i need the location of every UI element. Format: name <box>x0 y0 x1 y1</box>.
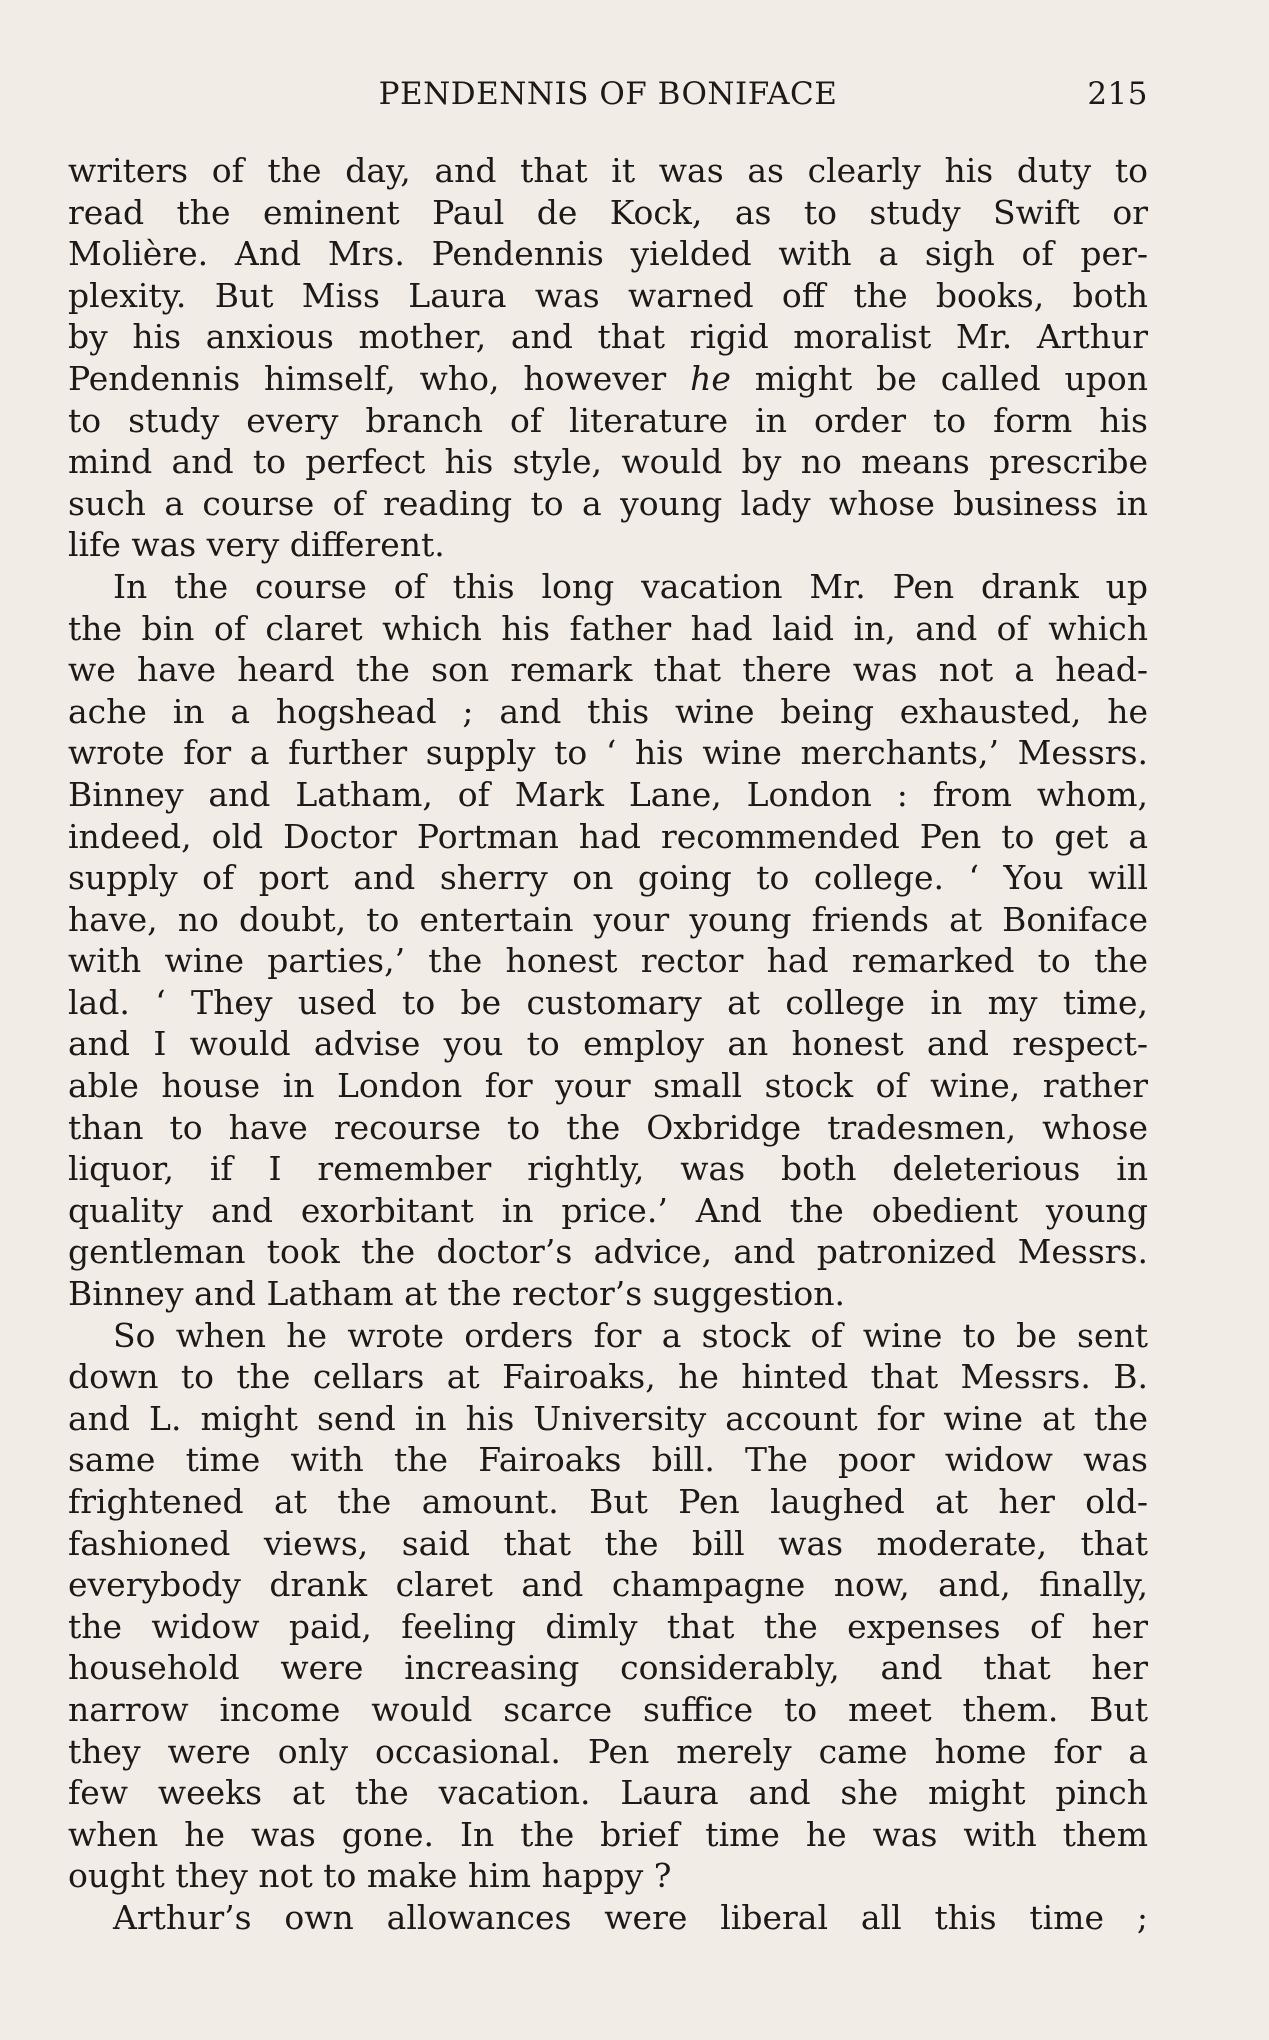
paragraph-first-line: So when he wrote orders for a stock of wine to be sent <box>113 1315 1148 1355</box>
text-line: life was very different. <box>68 525 445 565</box>
text-line: have, no doubt, to entertain your young friends at Boniface <box>68 899 1148 939</box>
text-line: to study every branch of literature in order to form his <box>68 400 1148 440</box>
text-line: by his anxious mother, and that rigid moralist Mr. Arthur <box>68 317 1148 357</box>
text-line: able house in London for your small stock of wine, rather <box>68 1066 1148 1106</box>
text-line: wrote for a further supply to ‘ his wine merchants,’ Messrs. <box>68 733 1148 773</box>
text-line: ache in a hogshead ; and this wine being exhausted, he <box>68 691 1148 731</box>
text-line: with wine parties,’ the honest rector had remarked to the <box>68 941 1148 981</box>
text-line: Pendennis himself, who, however he might be called upon <box>68 358 1148 398</box>
text-line: liquor, if I remember rightly, was both deleterious in <box>68 1149 1148 1189</box>
text-line: indeed, old Doctor Portman had recommended Pen to get a <box>68 816 1148 856</box>
text-line: such a course of reading to a young lady whose business in <box>68 483 1148 523</box>
text-line: Molière. And Mrs. Pendennis yielded with a sigh of per- <box>68 234 1148 274</box>
paragraph-first-line: In the course of this long vacation Mr. Pen drank up <box>113 566 1148 606</box>
running-title: PENDENNIS OF BONIFACE <box>378 76 838 112</box>
paragraph-first-line: Arthur’s own allowances were liberal all this time ; <box>113 1897 1148 1937</box>
running-head <box>68 76 1148 120</box>
page-number: 215 <box>1087 76 1148 112</box>
text-line: narrow income would scarce suffice to meet them. But <box>68 1689 1148 1729</box>
text-line: supply of port and sherry on going to college. ‘ You will <box>68 858 1148 898</box>
text-line: fashioned views, said that the bill was moderate, that <box>68 1523 1148 1563</box>
text-line: everybody drank claret and champagne now, and, finally, <box>68 1565 1148 1605</box>
text-line: the widow paid, feeling dimly that the expenses of her <box>68 1606 1148 1646</box>
text-line: Binney and Latham at the rector’s suggestion. <box>68 1274 845 1314</box>
text-line: same time with the Fairoaks bill. The poor widow was <box>68 1440 1148 1480</box>
text-line: quality and exorbitant in price.’ And the obedient young <box>68 1190 1148 1230</box>
body-text <box>68 150 1148 1939</box>
text-line: read the eminent Paul de Kock, as to study Swift or <box>68 192 1148 232</box>
text-line: lad. ‘ They used to be customary at college in my time, <box>68 982 1148 1022</box>
text-line: few weeks at the vacation. Laura and she might pinch <box>68 1773 1148 1813</box>
text-line: they were only occasional. Pen merely came home for a <box>68 1731 1148 1771</box>
text-line: when he was gone. In the brief time he was with them <box>68 1814 1148 1854</box>
text-line: and L. might send in his University account for wine at the <box>68 1398 1148 1438</box>
text-line: plexity. But Miss Laura was warned off the books, both <box>68 275 1148 315</box>
text-line: than to have recourse to the Oxbridge tradesmen, whose <box>68 1107 1148 1147</box>
text-line: household were increasing considerably, and that her <box>68 1648 1148 1688</box>
text-line: mind and to perfect his style, would by no means prescribe <box>68 442 1148 482</box>
text-line: we have heard the son remark that there was not a head- <box>68 650 1148 690</box>
text-line: frightened at the amount. But Pen laughed at her old- <box>68 1482 1148 1521</box>
text-line: Binney and Latham, of Mark Lane, London : from whom, <box>68 774 1148 814</box>
text-line: and I would advise you to employ an honest and respect- <box>68 1024 1148 1064</box>
text-line: down to the cellars at Fairoaks, he hinted that Messrs. B. <box>68 1357 1148 1397</box>
text-line: gentleman took the doctor’s advice, and patronized Messrs. <box>68 1232 1148 1272</box>
text-line: writers of the day, and that it was as clearly his duty to <box>68 151 1148 190</box>
text-line: ought they not to make him happy ? <box>68 1856 672 1896</box>
text-line: the bin of claret which his father had laid in, and of which <box>68 608 1148 648</box>
